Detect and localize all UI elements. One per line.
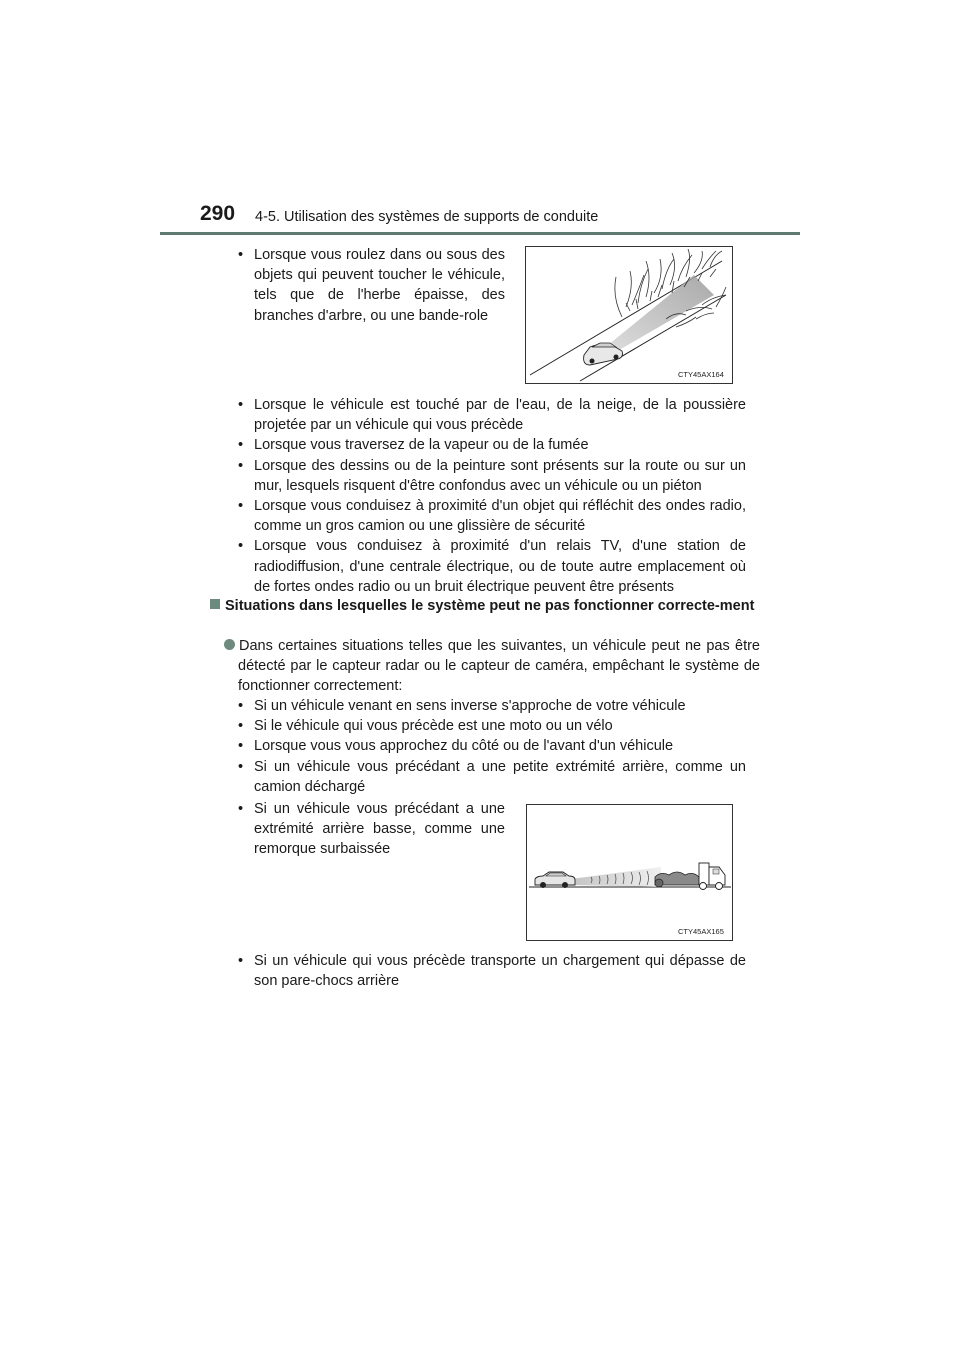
- list-item: • Si le véhicule qui vous précède est une moto ou un vélo: [238, 718, 613, 735]
- page-number: 290: [200, 202, 236, 225]
- square-bullet-icon: [210, 599, 220, 609]
- circle-bullet-icon: [224, 639, 235, 650]
- figure-low-trailer: [526, 804, 733, 941]
- section-heading: Situations dans lesquelles le système peut ne pas fonctionner correcte-ment: [210, 596, 756, 617]
- section-title: 4-5. Utilisation des systèmes de supports de conduite: [255, 209, 599, 225]
- bullet-list-d: [238, 799, 505, 860]
- list-item: • Lorsque vous vous approchez du côté ou de l'avant d'un véhicule: [238, 738, 674, 755]
- car-icon: [535, 872, 575, 888]
- list-item: • Si un véhicule venant en sens inverse s'approche de votre véhicule: [238, 698, 686, 714]
- truck-icon: [655, 863, 725, 890]
- figure-grass-obstacle: [525, 246, 733, 384]
- bullet-list-b: [238, 395, 746, 597]
- list-item: • Si un véhicule vous précédant a une extrémité arrière basse, comme une remorque surbaissée: [238, 801, 505, 858]
- figure-code: CTY45AX164: [678, 370, 724, 379]
- intro-paragraph: Dans certaines situations telles que les suivantes, un véhicule peut ne pas être détecté par le capteur radar ou le capteur de caméra, empêchant le système de fonctionner correctement:: [224, 636, 760, 697]
- list-item: • Si un véhicule vous précédant a une petite extrémité arrière, comme un camion déchargé: [238, 758, 746, 795]
- low-trailer-illustration: [527, 805, 732, 940]
- header-divider: [160, 232, 800, 235]
- bullet-list-a: [238, 245, 505, 326]
- list-item: • Lorsque vous traversez de la vapeur ou de la fumée: [238, 437, 589, 454]
- list-item: • Lorsque vous roulez dans ou sous des objets qui peuvent toucher le véhicule, tels que de l'herbe épaisse, des branches d'arbre, ou une bande-role: [238, 247, 505, 324]
- list-item: • Lorsque le véhicule est touché par de l'eau, de la neige, de la poussière projetée par un véhicule qui vous précède: [238, 397, 746, 434]
- list-item: • Lorsque des dessins ou de la peinture sont présents sur la route ou sur un mur, lesquels risquent d'être confondus avec un véhicule ou un piéton: [238, 457, 746, 494]
- list-item: • Lorsque vous conduisez à proximité d'un objet qui réfléchit des ondes radio, comme un gros camion ou une glissière de sécurité: [238, 498, 746, 535]
- list-item: • Lorsque vous conduisez à proximité d'un relais TV, d'une station de radiodiffusion, d'une centrale électrique, ou de toute autre emplacement où de fortes ondes radio ou un bruit électrique peuvent être présents: [238, 538, 746, 595]
- bullet-list-e: [238, 951, 746, 991]
- list-item: • Si un véhicule qui vous précède transporte un chargement qui dépasse de son pare-chocs arrière: [238, 953, 746, 990]
- grass-tunnel-illustration: [526, 247, 732, 383]
- bullet-list-c: [238, 696, 746, 797]
- figure-code: CTY45AX165: [678, 927, 724, 936]
